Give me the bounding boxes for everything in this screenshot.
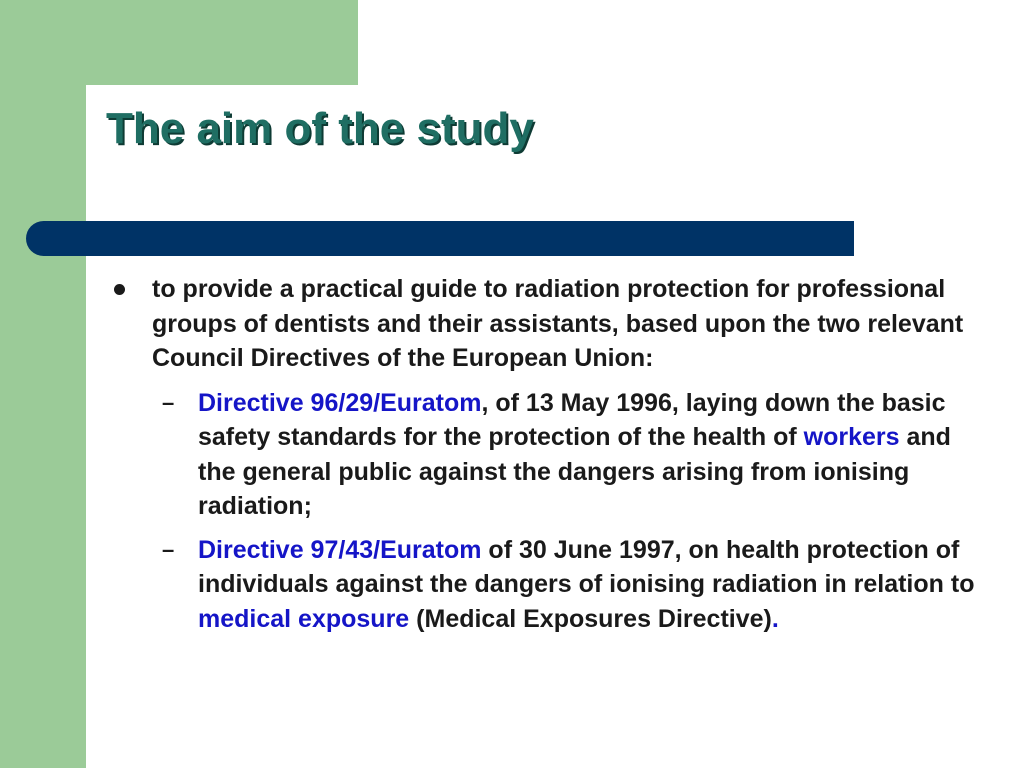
left-green-strip xyxy=(0,0,86,768)
directive-96-text-1: , of 13 May 1996, laying down the basic safety standards for the protection of the health of xyxy=(198,388,946,451)
dash-icon: – xyxy=(162,536,175,562)
directive-96-text-2: and the general public against the dangers arising from ionising radiation; xyxy=(198,423,951,520)
slide-title: The aim of the study xyxy=(106,104,534,153)
directive-97-ending: . xyxy=(771,604,779,633)
workers-highlight: workers xyxy=(803,423,900,451)
directive-97-link: Directive 97/43/Euratom xyxy=(198,535,482,564)
sub-bullet-directive-97 xyxy=(154,533,988,637)
main-bullet xyxy=(108,272,988,376)
dash-icon: – xyxy=(162,389,175,415)
directive-97-text-1: of 30 June 1997, on health protection of individuals against the dangers of ionising radiation in relation to xyxy=(198,535,975,598)
top-green-block xyxy=(86,0,358,85)
main-bullet-text: to provide a practical guide to radiation protection for professional groups of dentists and their assistants, based upon the two relevant Council Directives of the European Union: xyxy=(152,275,964,372)
slide-body xyxy=(108,272,988,645)
directive-96-link: Directive 96/29/Euratom xyxy=(198,388,482,417)
sub-bullet-directive-96 xyxy=(154,386,988,524)
title-divider-bar xyxy=(26,221,854,256)
directive-97-text-2: (Medical Exposures Directive) xyxy=(409,604,772,633)
sub-bullet-list xyxy=(108,386,988,637)
bullet-dot-icon xyxy=(114,284,125,295)
medical-exposure-highlight: medical exposure xyxy=(198,604,410,633)
